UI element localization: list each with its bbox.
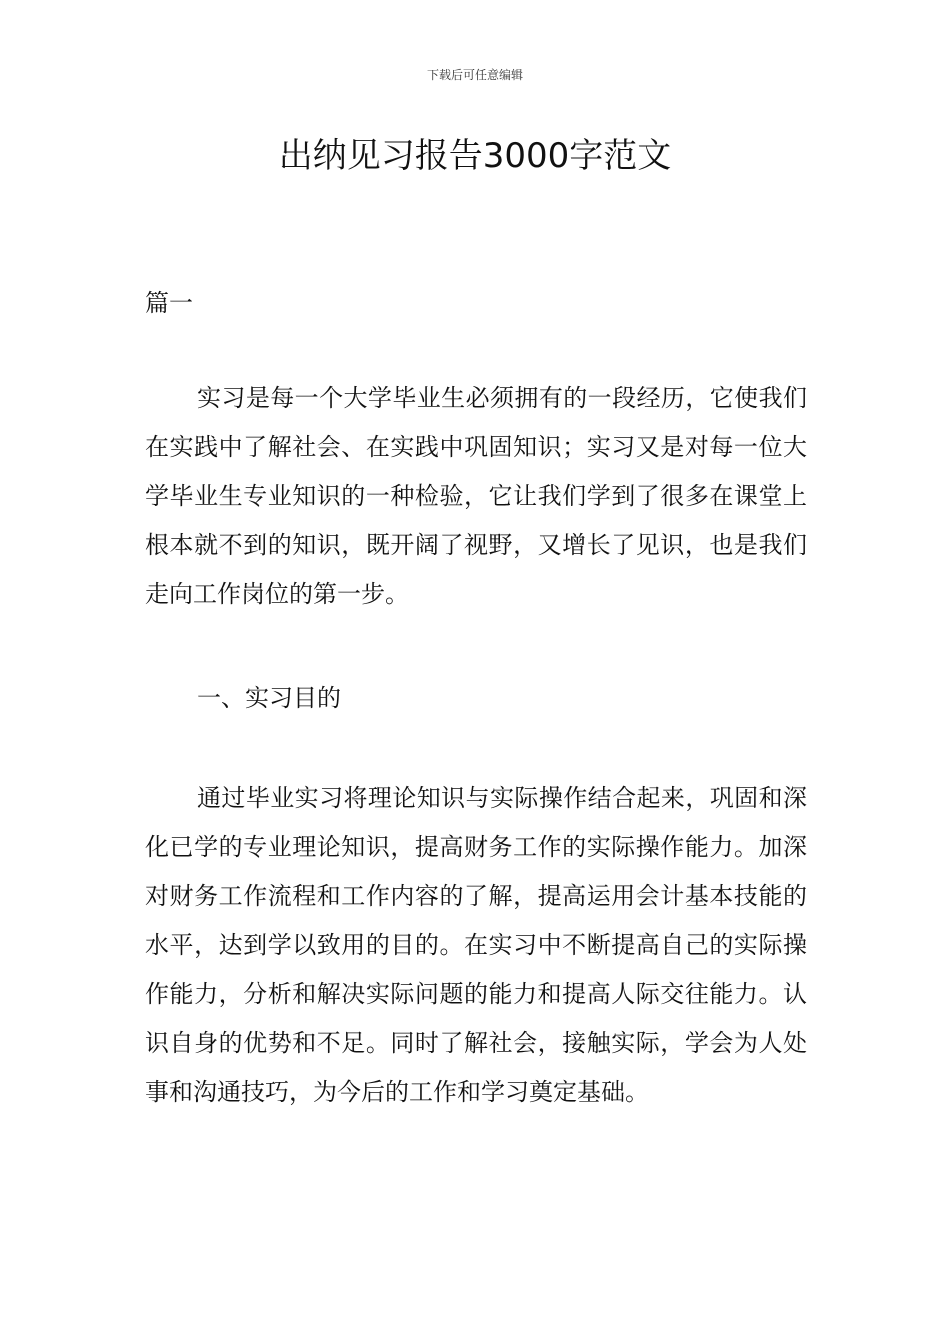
subheading-purpose: 一、实习目的 [197, 684, 341, 712]
document-title: 出纳见习报告3000字范文 [278, 136, 672, 176]
body-paragraph-purpose: 通过毕业实习将理论知识与实际操作结合起来，巩固和深化已学的专业理论知识，提高财务工作的实际操作能力。加深对财务工作流程和工作内容的了解，提高运用会计基本技能的水平，达到学以致用的目的。在实习中不断提高自己的实际操作能力，分析和解决实际问题的能力和提高人际交往能力。认识自身的优势和不足。同时了解社会，接触实际，学会为人处事和沟通技巧，为今后的工作和学习奠定基础。 [145, 784, 807, 1106]
section-label: 篇一 [145, 289, 193, 317]
body-paragraph-intro: 实习是每一个大学毕业生必须拥有的一段经历，它使我们在实践中了解社会、在实践中巩固知识；实习又是对每一位大学毕业生专业知识的一种检验，它让我们学到了很多在课堂上根本就不到的知识，既开阔了视野，又增长了见识，也是我们走向工作岗位的第一步。 [145, 384, 807, 608]
header-note: 下载后可任意编辑 [426, 68, 523, 82]
